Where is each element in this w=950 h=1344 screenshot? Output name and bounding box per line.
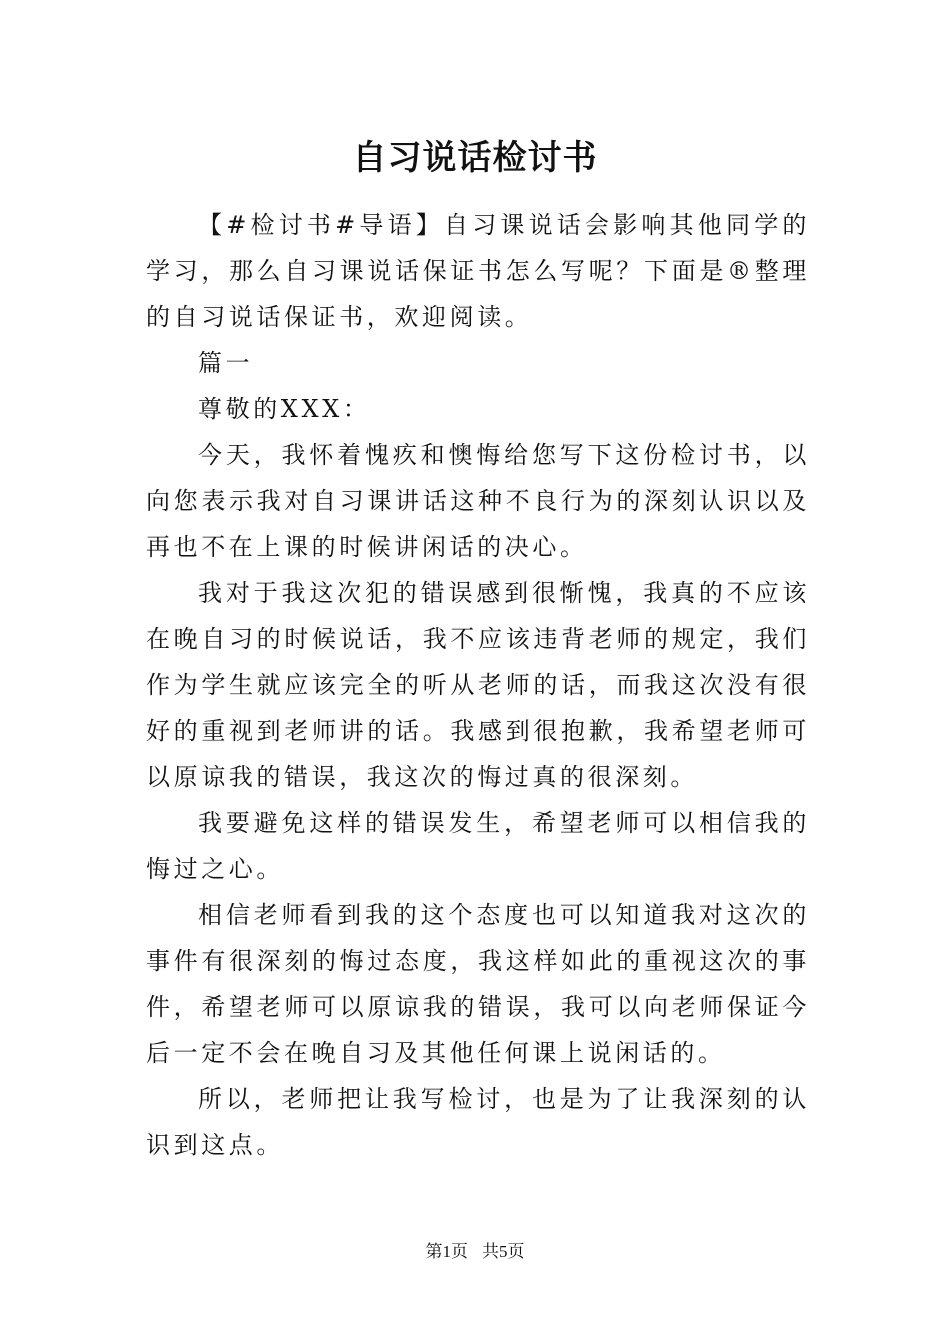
page-total: 共5页: [482, 1242, 525, 1261]
paragraph-body-1: 今天，我怀着愧疚和懊悔给您写下这份检讨书，以向您表示我对自习课讲话这种不良行为的深刻认识以及再也不在上课的时候讲闲话的决心。: [146, 441, 810, 561]
document-body: [146, 202, 810, 1168]
paragraph-salutation: 尊敬的XXX：: [198, 395, 371, 423]
document-title: 自习说话检讨书: [352, 138, 598, 178]
page-footer: [0, 1240, 950, 1264]
paragraph-body-4: 相信老师看到我的这个态度也可以知道我对这次的事件有很深刻的悔过态度，我这样如此的重视这次的事件，希望老师可以原谅我的错误，我可以向老师保证今后一定不会在晚自习及其他任何课上说闲话的。: [146, 901, 810, 1067]
paragraph-intro: 【#检讨书#导语】自习课说话会影响其他同学的学习，那么自习课说话保证书怎么写呢？下面是®整理的自习说话保证书，欢迎阅读。: [146, 211, 810, 331]
paragraph-body-2: 我对于我这次犯的错误感到很惭愧，我真的不应该在晚自习的时候说话，我不应该违背老师的规定，我们作为学生就应该完全的听从老师的话，而我这次没有很好的重视到老师讲的话。我感到很抱歉，我希望老师可以原谅我的错误，我这次的悔过真的很深刻。: [146, 579, 810, 791]
paragraph-body-3: 我要避免这样的错误发生，希望老师可以相信我的悔过之心。: [146, 809, 810, 883]
page-number: 第1页: [425, 1242, 468, 1261]
paragraph-section-heading: 篇一: [198, 349, 254, 377]
paragraph-body-5: 所以，老师把让我写检讨，也是为了让我深刻的认识到这点。: [146, 1085, 810, 1159]
